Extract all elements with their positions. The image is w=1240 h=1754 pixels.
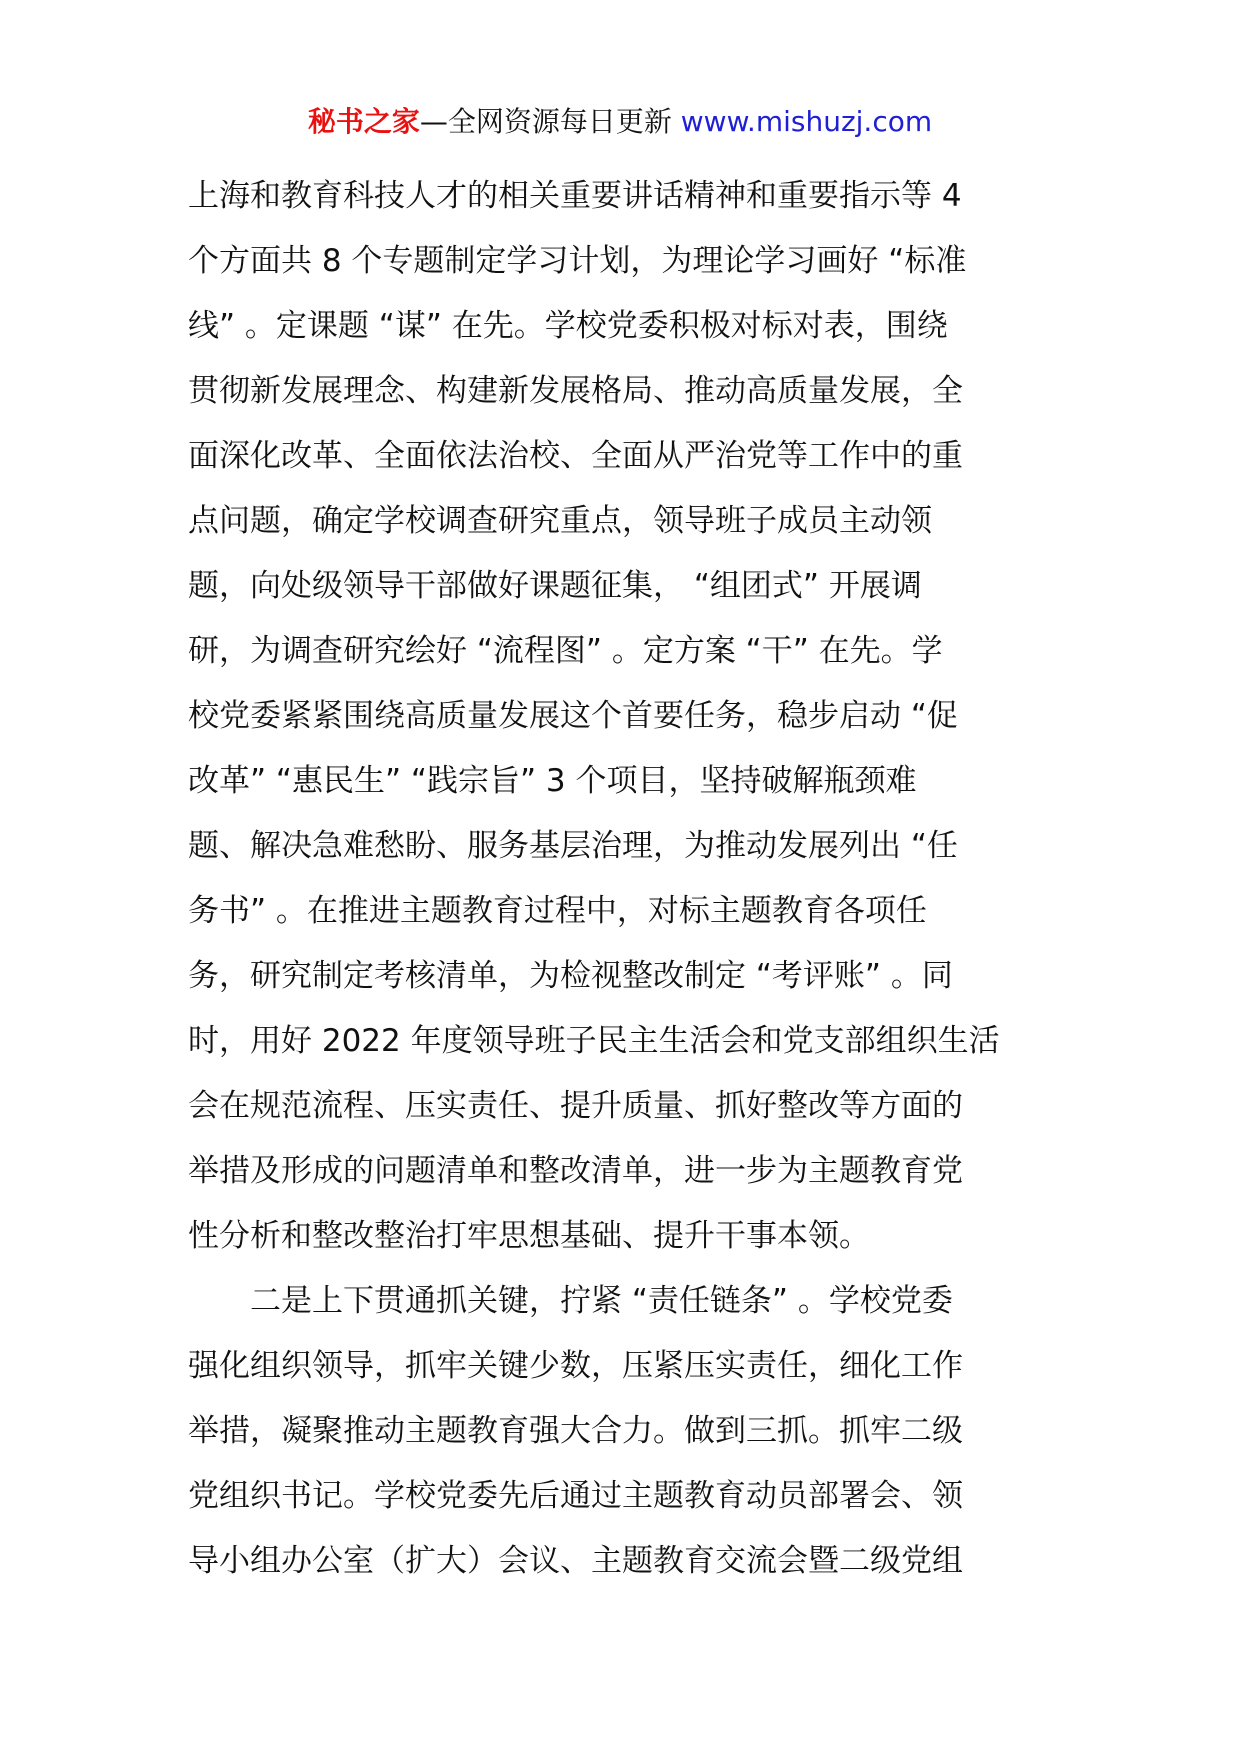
text-line: 点问题，确定学校调查研究重点，领导班子成员主动领 xyxy=(188,503,932,539)
text-line: 举措及形成的问题清单和整改清单，进一步为主题教育党 xyxy=(188,1153,963,1189)
text-line: 贯彻新发展理念、构建新发展格局、推动高质量发展，全 xyxy=(188,373,963,409)
text-line: 时，用好 2022 年度领导班子民主生活会和党支部组织生活 xyxy=(188,1023,1000,1059)
text-line: 会在规范流程、压实责任、提升质量、抓好整改等方面的 xyxy=(188,1088,963,1124)
site-url-link[interactable]: www.mishuzj.com xyxy=(680,105,933,138)
text-line: 强化组织领导，抓牢关键少数，压紧压实责任，细化工作 xyxy=(188,1348,963,1384)
page-header xyxy=(0,100,1240,144)
text-line: 性分析和整改整治打牢思想基础、提升干事本领。 xyxy=(188,1218,870,1254)
text-line: 题，向处级领导干部做好课题征集， “组团式” 开展调 xyxy=(188,568,922,604)
text-line: 举措，凝聚推动主题教育强大合力。做到三抓。抓牢二级 xyxy=(188,1413,963,1449)
text-line: 校党委紧紧围绕高质量发展这个首要任务，稳步启动 “促 xyxy=(188,698,958,734)
document-body xyxy=(188,164,1068,1594)
text-line: 上海和教育科技人才的相关重要讲话精神和重要指示等 4 xyxy=(188,178,962,214)
text-line: 个方面共 8 个专题制定学习计划，为理论学习画好 “标准 xyxy=(188,243,967,279)
text-line: 导小组办公室（扩大）会议、主题教育交流会暨二级党组 xyxy=(188,1543,963,1579)
text-line: 务，研究制定考核清单，为检视整改制定 “考评账” 。同 xyxy=(188,958,953,994)
text-line: 党组织书记。学校党委先后通过主题教育动员部署会、领 xyxy=(188,1478,963,1514)
text-line: 面深化改革、全面依法治校、全面从严治党等工作中的重 xyxy=(188,438,963,474)
text-line: 题、解决急难愁盼、服务基层治理，为推动发展列出 “任 xyxy=(188,828,958,864)
brand-name: 秘书之家 xyxy=(307,105,420,138)
text-line: 线” 。定课题 “谋” 在先。学校党委积极对标对表，围绕 xyxy=(188,308,948,344)
paragraph-start-line: 二是上下贯通抓关键，拧紧 “责任链条” 。学校党委 xyxy=(250,1283,953,1319)
text-line: 研，为调查研究绘好 “流程图” 。定方案 “干” 在先。学 xyxy=(188,633,943,669)
header-tagline: —全网资源每日更新 xyxy=(419,105,681,138)
text-line: 改革” “惠民生” “践宗旨” 3 个项目，坚持破解瓶颈难 xyxy=(188,763,917,799)
text-line: 务书” 。在推进主题教育过程中，对标主题教育各项任 xyxy=(188,893,927,929)
